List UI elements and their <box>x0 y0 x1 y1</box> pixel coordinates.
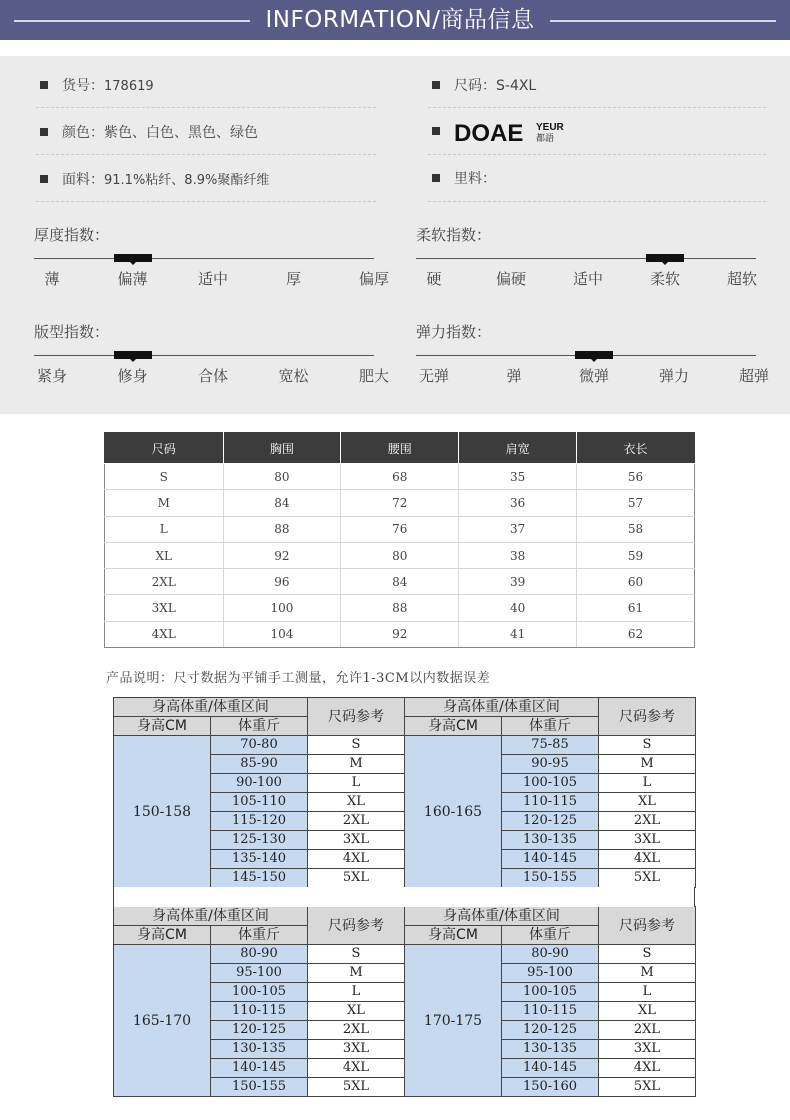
grid-cell: 90-95 <box>502 755 599 774</box>
softness-scale-label: 偏硬 <box>495 270 526 288</box>
height-weight-table <box>113 906 696 1097</box>
grid-cell: 身高体重/体重区间 <box>114 698 308 717</box>
thickness-index-title: 厚度指数： <box>34 226 110 244</box>
fabric-value: 91.1%粘纤、8.9%聚酯纤维 <box>104 173 270 188</box>
grid-cell: 125-130 <box>211 831 308 850</box>
info-color <box>40 121 258 145</box>
grid-cell: 100-105 <box>502 983 599 1002</box>
grid-cell: 身高体重/体重区间 <box>405 698 599 717</box>
grid-cell: M <box>599 964 696 983</box>
product-note: 产品说明：尺寸数据为平铺手工测量，允许1-3CM以内数据误差 <box>106 671 491 686</box>
grid-cell: 体重斤 <box>502 926 599 945</box>
color-value: 紫色、白色、黑色、绿色 <box>104 125 258 141</box>
table-cell: 37 <box>459 516 577 542</box>
grid-cell: 3XL <box>308 831 405 850</box>
grid-cell: 4XL <box>599 1059 696 1078</box>
header-rule-right <box>550 20 776 22</box>
grid-cell: 165-170 <box>114 945 211 1097</box>
grid-cell: 4XL <box>599 850 696 869</box>
table-cell: 41 <box>459 621 577 647</box>
grid-cell: 160-165 <box>405 736 502 888</box>
grid-cell: S <box>599 736 696 755</box>
grid-cell: 体重斤 <box>211 926 308 945</box>
divider <box>36 107 376 108</box>
softness-scale-label: 超软 <box>726 270 757 288</box>
grid-cell: 95-100 <box>211 964 308 983</box>
table-cell: 39 <box>459 569 577 595</box>
softness-scale-label: 硬 <box>426 270 442 288</box>
softness-scale-line <box>416 258 756 259</box>
thickness-scale-label: 偏薄 <box>117 270 148 288</box>
grid-cell: 4XL <box>308 850 405 869</box>
table-cell: 40 <box>459 595 577 621</box>
size-label: 尺码： <box>454 78 496 94</box>
table-cell: 96 <box>223 569 341 595</box>
grid-cell: 2XL <box>308 812 405 831</box>
elasticity-scale-label: 微弹 <box>578 367 609 385</box>
thickness-scale-label: 偏厚 <box>358 270 389 288</box>
bullet-square-icon <box>432 81 440 89</box>
table-row <box>105 490 695 516</box>
grid-cell: 体重斤 <box>502 717 599 736</box>
grid-spacer <box>113 887 695 907</box>
grid-cell: 140-145 <box>502 1059 599 1078</box>
item-no-label: 货号： <box>62 78 104 94</box>
grid-cell: 150-160 <box>502 1078 599 1097</box>
size-table-header: 尺码 <box>105 433 224 464</box>
grid-cell: 75-85 <box>502 736 599 755</box>
grid-cell: 170-175 <box>405 945 502 1097</box>
table-cell: 56 <box>577 464 695 490</box>
grid-cell: 3XL <box>308 1040 405 1059</box>
grid-cell: 身高CM <box>405 926 502 945</box>
elasticity-scale-label: 超弹 <box>738 367 769 385</box>
table-cell: 4XL <box>105 621 224 647</box>
grid-cell: M <box>308 964 405 983</box>
table-cell: 60 <box>577 569 695 595</box>
lining-label: 里料： <box>454 171 496 187</box>
info-size <box>432 74 536 98</box>
section-header <box>0 0 790 40</box>
table-cell: M <box>105 490 224 516</box>
elasticity-marker <box>575 351 613 359</box>
fit-scale-line <box>34 355 374 356</box>
thickness-scale-line <box>34 258 374 259</box>
softness-marker <box>646 254 684 262</box>
grid-cell: 5XL <box>308 1078 405 1097</box>
table-row <box>105 621 695 647</box>
table-row <box>105 595 695 621</box>
size-table-header: 衣长 <box>577 433 695 464</box>
elasticity-scale-label: 弹力 <box>658 367 689 385</box>
thickness-scale-label: 薄 <box>44 270 60 288</box>
grid-cell: 3XL <box>599 1040 696 1059</box>
grid-cell: 150-155 <box>211 1078 308 1097</box>
grid-cell: 70-80 <box>211 736 308 755</box>
grid-cell: 5XL <box>599 1078 696 1097</box>
table-cell: 62 <box>577 621 695 647</box>
grid-cell: 85-90 <box>211 755 308 774</box>
grid-cell: L <box>308 983 405 1002</box>
item-no-value: 178619 <box>104 79 154 94</box>
table-cell: 76 <box>341 516 459 542</box>
table-cell: 36 <box>459 490 577 516</box>
grid-cell: 120-125 <box>502 1021 599 1040</box>
bullet-square-icon <box>40 81 48 89</box>
table-cell: 57 <box>577 490 695 516</box>
elasticity-scale-label: 弹 <box>506 367 522 385</box>
grid-cell: 120-125 <box>502 812 599 831</box>
thickness-scale-label: 厚 <box>285 270 301 288</box>
divider <box>428 154 766 155</box>
fit-marker <box>114 351 152 359</box>
grid-cell: 2XL <box>599 812 696 831</box>
table-cell: 84 <box>341 569 459 595</box>
divider <box>428 201 766 202</box>
grid-cell: 80-90 <box>211 945 308 964</box>
grid-cell: 140-145 <box>211 1059 308 1078</box>
table-cell: 80 <box>223 464 341 490</box>
table-cell: 61 <box>577 595 695 621</box>
grid-cell: M <box>308 755 405 774</box>
table-row <box>114 736 696 755</box>
table-cell: 84 <box>223 490 341 516</box>
grid-cell: 3XL <box>599 831 696 850</box>
softness-scale-label: 适中 <box>572 270 603 288</box>
grid-cell: 150-158 <box>114 736 211 888</box>
grid-cell: 身高体重/体重区间 <box>405 907 599 926</box>
svg-text:DOAE: DOAE <box>454 120 524 144</box>
grid-cell: 110-115 <box>502 793 599 812</box>
brand-logo <box>454 120 574 144</box>
table-cell: 88 <box>341 595 459 621</box>
elasticity-scale-label: 无弹 <box>418 367 449 385</box>
table-cell: 38 <box>459 542 577 568</box>
grid-cell: L <box>308 774 405 793</box>
grid-cell: 身高CM <box>114 717 211 736</box>
grid-cell: S <box>308 945 405 964</box>
grid-cell: 尺码参考 <box>308 907 405 945</box>
fit-scale-label: 合体 <box>197 367 228 385</box>
grid-cell: XL <box>308 1002 405 1021</box>
grid-cell: 105-110 <box>211 793 308 812</box>
grid-cell: 140-145 <box>502 850 599 869</box>
grid-cell: 身高CM <box>114 926 211 945</box>
thickness-marker <box>114 254 152 262</box>
grid-cell: 130-135 <box>211 1040 308 1059</box>
table-cell: 92 <box>341 621 459 647</box>
grid-cell: S <box>308 736 405 755</box>
grid-cell: 110-115 <box>502 1002 599 1021</box>
divider <box>36 201 376 202</box>
info-lining <box>432 167 496 191</box>
grid-cell: M <box>599 755 696 774</box>
bullet-square-icon <box>40 175 48 183</box>
table-cell: S <box>105 464 224 490</box>
size-value: S-4XL <box>496 78 537 94</box>
table-cell: 2XL <box>105 569 224 595</box>
grid-cell: 150-155 <box>502 869 599 888</box>
table-row <box>105 542 695 568</box>
table-cell: XL <box>105 542 224 568</box>
grid-cell: 身高体重/体重区间 <box>114 907 308 926</box>
softness-index-title: 柔软指数： <box>416 226 492 244</box>
grid-cell: 5XL <box>599 869 696 888</box>
grid-cell: 体重斤 <box>211 717 308 736</box>
bullet-square-icon <box>432 127 440 135</box>
grid-cell: 80-90 <box>502 945 599 964</box>
table-cell: 35 <box>459 464 577 490</box>
grid-cell: 2XL <box>599 1021 696 1040</box>
grid-cell: XL <box>599 1002 696 1021</box>
fabric-label: 面料： <box>62 172 104 188</box>
thickness-scale-label: 适中 <box>197 270 228 288</box>
grid-cell: 95-100 <box>502 964 599 983</box>
grid-cell: 120-125 <box>211 1021 308 1040</box>
table-row <box>105 516 695 542</box>
svg-text:YEUR: YEUR <box>536 122 564 133</box>
table-row <box>105 569 695 595</box>
fit-index-title: 版型指数： <box>34 323 110 341</box>
table-cell: 68 <box>341 464 459 490</box>
table-cell: 58 <box>577 516 695 542</box>
fit-scale-label: 肥大 <box>358 367 389 385</box>
grid-cell: 145-150 <box>211 869 308 888</box>
bullet-square-icon <box>40 128 48 136</box>
fit-scale-label: 紧身 <box>36 367 67 385</box>
table-cell: 104 <box>223 621 341 647</box>
size-table-header: 腰围 <box>341 433 459 464</box>
size-table <box>104 432 695 648</box>
fit-scale-label: 宽松 <box>278 367 309 385</box>
svg-text:都語: 都語 <box>536 134 555 144</box>
table-cell: 92 <box>223 542 341 568</box>
header-rule-left <box>14 20 250 22</box>
grid-cell: 90-100 <box>211 774 308 793</box>
grid-cell: S <box>599 945 696 964</box>
size-table-header: 肩宽 <box>459 433 577 464</box>
divider <box>36 154 376 155</box>
grid-cell: L <box>599 983 696 1002</box>
grid-cell: 100-105 <box>502 774 599 793</box>
table-row <box>114 945 696 964</box>
grid-cell: 130-135 <box>502 1040 599 1059</box>
info-fabric <box>40 168 269 192</box>
grid-cell: 尺码参考 <box>599 907 696 945</box>
softness-scale-label: 柔软 <box>649 270 680 288</box>
table-cell: 59 <box>577 542 695 568</box>
grid-cell: 130-135 <box>502 831 599 850</box>
grid-cell: 尺码参考 <box>308 698 405 736</box>
grid-cell: L <box>599 774 696 793</box>
size-table-header: 胸围 <box>223 433 341 464</box>
grid-cell: 5XL <box>308 869 405 888</box>
grid-cell: 2XL <box>308 1021 405 1040</box>
product-info-panel <box>0 56 790 414</box>
grid-cell: 135-140 <box>211 850 308 869</box>
table-cell: 3XL <box>105 595 224 621</box>
grid-cell: XL <box>308 793 405 812</box>
info-item-no <box>40 74 154 98</box>
section-title: INFORMATION/商品信息 <box>265 7 535 33</box>
height-weight-table <box>113 697 696 888</box>
table-cell: 88 <box>223 516 341 542</box>
bullet-square-icon <box>432 174 440 182</box>
table-cell: 72 <box>341 490 459 516</box>
info-brand <box>432 120 574 146</box>
table-cell: 80 <box>341 542 459 568</box>
grid-cell: 身高CM <box>405 717 502 736</box>
table-cell: L <box>105 516 224 542</box>
divider <box>428 107 766 108</box>
grid-cell: 110-115 <box>211 1002 308 1021</box>
grid-cell: 4XL <box>308 1059 405 1078</box>
elasticity-index-title: 弹力指数： <box>416 323 492 341</box>
fit-scale-label: 修身 <box>117 367 148 385</box>
table-cell: 100 <box>223 595 341 621</box>
grid-cell: 尺码参考 <box>599 698 696 736</box>
grid-cell: 100-105 <box>211 983 308 1002</box>
grid-cell: 115-120 <box>211 812 308 831</box>
color-label: 颜色： <box>62 125 104 141</box>
table-row <box>105 464 695 490</box>
grid-cell: XL <box>599 793 696 812</box>
